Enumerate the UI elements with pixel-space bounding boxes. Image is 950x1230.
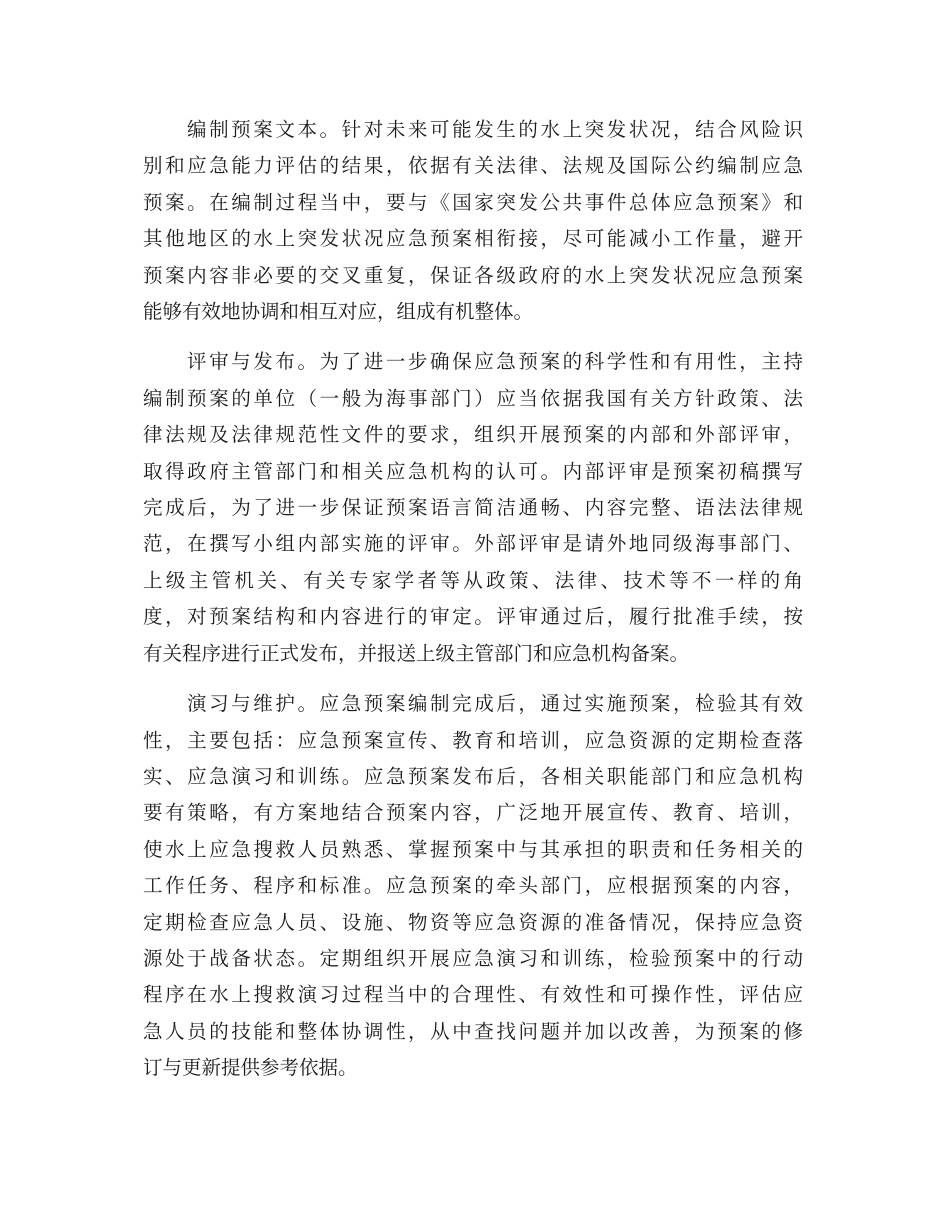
text-line: 要有策略，有方案地结合预案内容，广泛地开展宣传、教育、培训， — [143, 801, 803, 825]
text-line: 急人员的技能和整体协调性，从中查找问题并加以改善，为预案的修 — [143, 1019, 803, 1043]
text-line: 取得政府主管部门和相关应急机构的认可。内部评审是预案初稿撰写 — [143, 459, 803, 483]
paragraph-plan-drafting — [143, 112, 803, 330]
text-line: 律法规及法律规范性文件的要求，组织开展预案的内部和外部评审， — [143, 423, 803, 447]
text-line: 有关程序进行正式发布，并报送上级主管部门和应急机构备案。 — [143, 641, 690, 665]
text-line: 度，对预案结构和内容进行的审定。评审通过后，履行批准手续，按 — [143, 605, 803, 629]
text-line: 使水上应急搜救人员熟悉、掌握预案中与其承担的职责和任务相关的 — [143, 837, 803, 861]
text-line: 编制预案的单位（一般为海事部门）应当依据我国有关方针政策、法 — [143, 386, 803, 410]
text-line: 实、应急演习和训练。应急预案发布后，各相关职能部门和应急机构 — [143, 764, 803, 788]
text-line: 订与更新提供参考依据。 — [143, 1056, 358, 1080]
text-line: 预案内容非必要的交叉重复，保证各级政府的水上突发状况应急预案 — [143, 263, 803, 287]
text-line: 别和应急能力评估的结果，依据有关法律、法规及国际公约编制应急 — [143, 154, 803, 178]
text-line: 编制预案文本。针对未来可能发生的水上突发状况，结合风险识 — [187, 118, 803, 141]
text-line: 评审与发布。为了进一步确保应急预案的科学性和有用性，主持 — [187, 350, 803, 374]
text-line: 预案。在编制过程当中，要与《国家突发公共事件总体应急预案》和 — [143, 190, 803, 214]
text-line: 上级主管机关、有关专家学者等从政策、法律、技术等不一样的角 — [143, 568, 803, 592]
paragraph-review-release — [143, 344, 803, 672]
paragraph-drill-maintenance — [143, 686, 803, 1086]
text-line: 其他地区的水上突发状况应急预案相衔接，尽可能减小工作量，避开 — [143, 227, 803, 251]
text-line: 性，主要包括：应急预案宣传、教育和培训，应急资源的定期检查落 — [143, 728, 803, 752]
text-line: 完成后，为了进一步保证预案语言简洁通畅、内容完整、语法法律规 — [143, 496, 803, 520]
text-line: 定期检查应急人员、设施、物资等应急资源的准备情况，保持应急资 — [143, 910, 803, 934]
text-line: 能够有效地协调和相互对应，组成有机整体。 — [143, 300, 534, 324]
text-line: 演习与维护。应急预案编制完成后，通过实施预案，检验其有效 — [187, 692, 803, 716]
text-line: 程序在水上搜救演习过程当中的合理性、有效性和可操作性，评估应 — [143, 983, 803, 1007]
text-line: 范，在撰写小组内部实施的评审。外部评审是请外地同级海事部门、 — [143, 532, 803, 556]
text-line: 工作任务、程序和标准。应急预案的牵头部门，应根据预案的内容， — [143, 874, 803, 898]
text-line: 源处于战备状态。定期组织开展应急演习和训练，检验预案中的行动 — [143, 946, 803, 970]
document-body — [143, 112, 803, 1101]
